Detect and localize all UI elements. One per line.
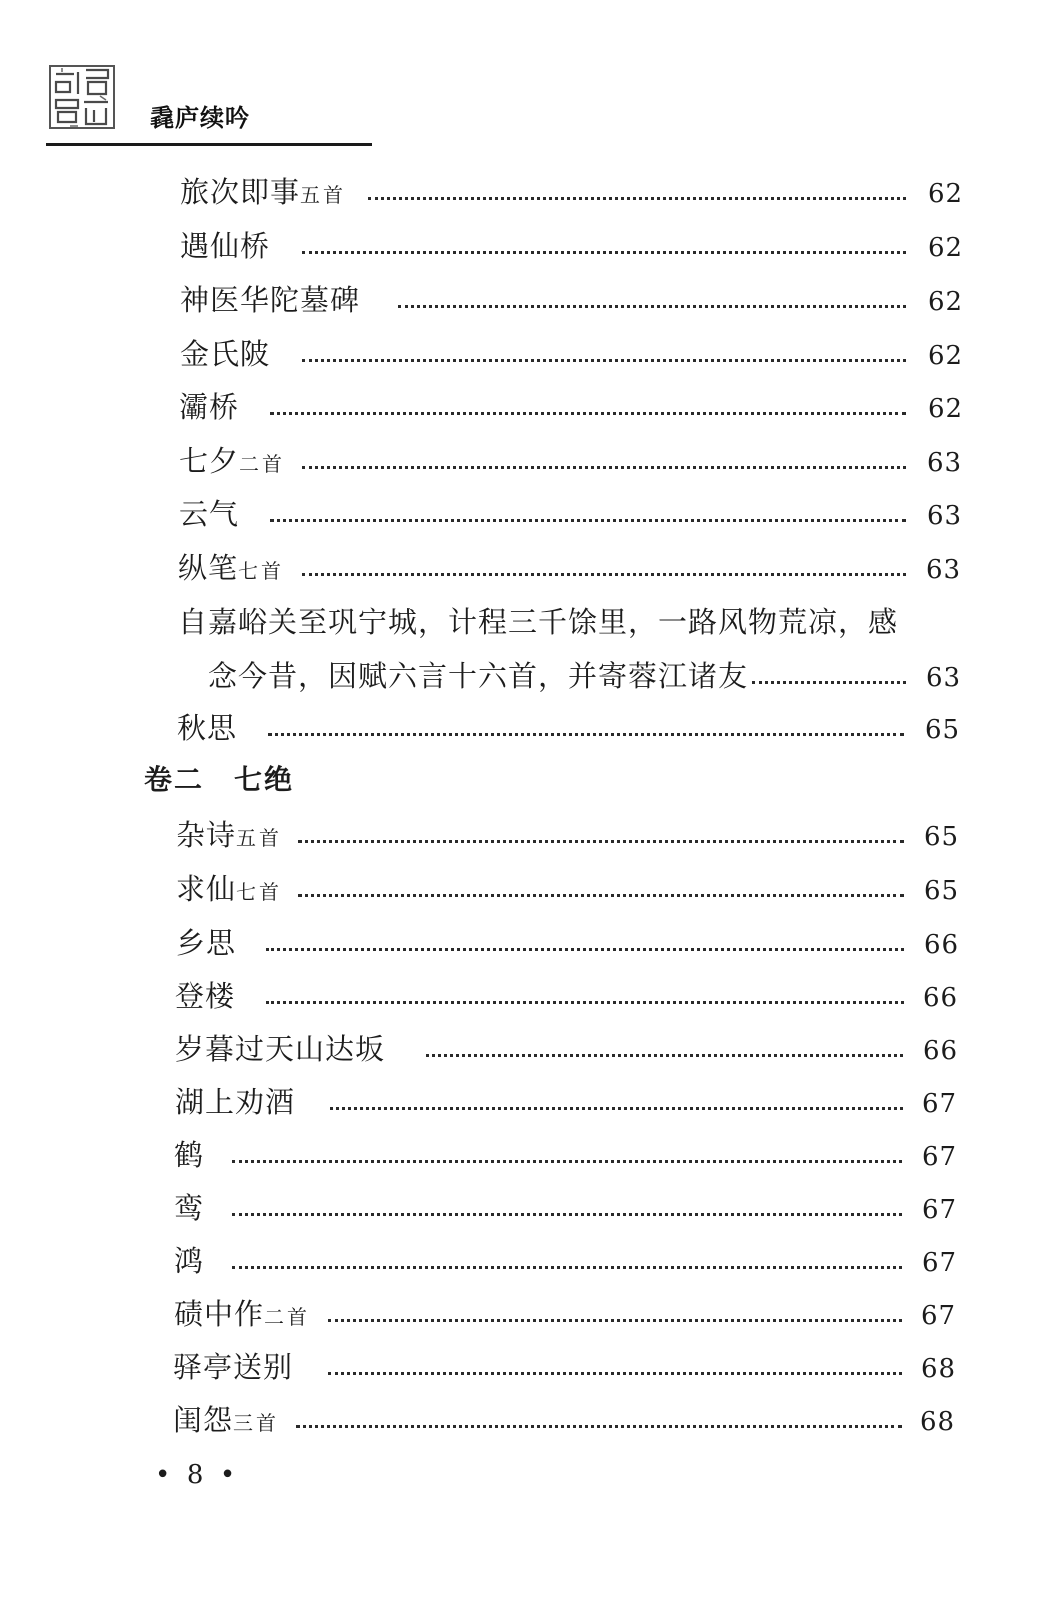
dot-leader xyxy=(368,197,906,200)
toc-entry-title xyxy=(173,1347,293,1390)
toc-entry-page: 65 xyxy=(924,822,960,852)
entry-name: 云气 xyxy=(179,497,240,531)
dot-leader xyxy=(302,466,906,469)
entry-name: 神医华陀墓碑 xyxy=(180,283,361,317)
entry-note: 七首 xyxy=(238,559,285,583)
entry-name: 七夕 xyxy=(179,444,240,478)
toc-entry-page: 66 xyxy=(923,1036,959,1066)
entry-note: 五首 xyxy=(300,183,347,207)
toc-entry xyxy=(0,1029,1058,1069)
dot-leader xyxy=(328,1319,902,1322)
entry-name: 求仙 xyxy=(176,872,237,906)
toc-entry-title xyxy=(176,869,282,912)
entry-name: 驿亭送别 xyxy=(173,1350,294,1384)
toc-entry-title xyxy=(175,976,235,1019)
dot-leader xyxy=(266,1001,904,1004)
toc-entry-page: 63 xyxy=(927,501,963,531)
toc-entry-page: 67 xyxy=(921,1301,957,1331)
toc-entry-title xyxy=(174,1135,204,1178)
toc-entry xyxy=(0,441,1058,481)
entry-name: 鸿 xyxy=(174,1244,205,1278)
toc-entry xyxy=(0,1294,1058,1334)
toc-entry-long-line2 xyxy=(0,656,1058,696)
toc-entry-page: 66 xyxy=(923,983,959,1013)
toc-entry xyxy=(0,708,1058,748)
toc-entry-title xyxy=(175,1029,385,1072)
toc-entry-title xyxy=(179,441,285,484)
dot-leader xyxy=(298,894,904,897)
toc-entry-title xyxy=(179,494,239,537)
dot-leader xyxy=(398,305,906,308)
entry-name: 旅次即事 xyxy=(180,175,301,209)
toc-entry-title xyxy=(173,1400,279,1443)
toc-entry-title xyxy=(179,387,239,430)
entry-name: 闺怨 xyxy=(173,1403,234,1437)
toc-entry-title xyxy=(175,1082,295,1125)
toc-entry-page: 67 xyxy=(922,1089,958,1119)
toc-entry-page: 62 xyxy=(928,394,964,424)
toc-entry xyxy=(0,869,1058,909)
entry-note: 二首 xyxy=(264,1305,311,1329)
toc-entry-title xyxy=(174,1188,204,1231)
dot-leader xyxy=(232,1213,902,1216)
toc-entry-page: 63 xyxy=(927,448,963,478)
toc-entry-page: 68 xyxy=(920,1407,956,1437)
dot-leader xyxy=(330,1107,903,1110)
toc-entry-title xyxy=(180,280,360,323)
toc-entry xyxy=(0,494,1058,534)
dot-leader xyxy=(270,412,906,415)
toc-entry xyxy=(0,1400,1058,1440)
toc-entry-title xyxy=(174,1241,204,1284)
header-rule xyxy=(46,143,372,146)
entry-name: 秋思 xyxy=(177,711,238,745)
dot-leader xyxy=(328,1372,902,1375)
toc-entry xyxy=(0,172,1058,212)
dot-leader xyxy=(752,681,906,684)
dot-leader xyxy=(302,573,906,576)
entry-name: 乡思 xyxy=(176,926,237,960)
toc-entry-page: 62 xyxy=(928,287,964,317)
entry-name: 灞桥 xyxy=(179,390,240,424)
entry-note: 五首 xyxy=(236,826,283,850)
toc-entry-title-continued: 念今昔，因赋六言十六首，并寄蓉江诸友 xyxy=(208,659,749,693)
toc-entry-page: 62 xyxy=(928,341,964,371)
toc-entry xyxy=(0,280,1058,320)
entry-name: 鹤 xyxy=(174,1138,205,1172)
toc-entry-page: 62 xyxy=(928,179,964,209)
section-heading: 卷二 七绝 xyxy=(144,763,295,796)
toc-entry-page: 67 xyxy=(922,1248,958,1278)
dot-leader xyxy=(302,359,906,362)
dot-leader xyxy=(426,1054,903,1057)
page-number: • 8 • xyxy=(155,1460,236,1490)
dot-leader xyxy=(268,733,904,736)
toc-entry xyxy=(0,815,1058,855)
toc-entry xyxy=(0,334,1058,374)
dot-leader xyxy=(296,1425,902,1428)
toc-entry-title xyxy=(180,226,270,269)
dot-leader xyxy=(298,840,904,843)
dot-leader xyxy=(266,948,904,951)
entry-note: 三首 xyxy=(233,1411,280,1435)
toc-entry-page: 67 xyxy=(922,1195,958,1225)
entry-note: 七首 xyxy=(236,880,283,904)
entry-name: 湖上劝酒 xyxy=(175,1085,296,1119)
entry-name: 碛中作 xyxy=(174,1297,265,1331)
entry-name: 遇仙桥 xyxy=(180,229,271,263)
toc-entry-title: 自嘉峪关至巩宁城，计程三千馀里，一路风物荒凉，感 xyxy=(178,605,899,639)
toc-entry-title xyxy=(177,708,237,751)
toc-entry-page: 66 xyxy=(924,930,960,960)
toc-entry-page: 63 xyxy=(926,555,962,585)
toc-entry-page: 67 xyxy=(922,1142,958,1172)
entry-name: 金氏陂 xyxy=(180,337,271,371)
toc-entry-page: 68 xyxy=(921,1354,957,1384)
dot-leader xyxy=(232,1266,902,1269)
entry-name: 纵笔 xyxy=(178,551,239,585)
entry-name: 岁暮过天山达坂 xyxy=(175,1032,386,1066)
toc-entry xyxy=(0,976,1058,1016)
toc-entry-page: 63 xyxy=(926,663,962,693)
toc-entry xyxy=(0,1135,1058,1175)
toc-entry xyxy=(0,548,1058,588)
toc-entry-title xyxy=(176,815,282,858)
seal-stamp-icon xyxy=(48,62,118,132)
toc-entry xyxy=(0,226,1058,266)
toc-entry xyxy=(0,1082,1058,1122)
toc-entry-page: 65 xyxy=(925,715,961,745)
toc-entry xyxy=(0,1347,1058,1387)
toc-entry xyxy=(0,923,1058,963)
toc-entry xyxy=(0,1188,1058,1228)
toc-entry-title xyxy=(180,334,270,377)
toc-entry-page: 62 xyxy=(928,233,964,263)
toc-entry-title xyxy=(178,548,284,591)
toc-entry-title xyxy=(174,1294,310,1337)
entry-name: 登楼 xyxy=(175,979,236,1013)
entry-note: 二首 xyxy=(239,452,286,476)
toc-entry-long-line1 xyxy=(0,602,1058,642)
toc-entry xyxy=(0,1241,1058,1281)
running-title: 毳庐续吟 xyxy=(150,104,250,132)
entry-name: 鸾 xyxy=(174,1191,205,1225)
dot-leader xyxy=(302,251,906,254)
dot-leader xyxy=(270,519,906,522)
toc-entry-title xyxy=(176,923,236,966)
toc-entry xyxy=(0,387,1058,427)
toc-entry-page: 65 xyxy=(924,876,960,906)
dot-leader xyxy=(232,1160,902,1163)
entry-name: 杂诗 xyxy=(176,818,237,852)
toc-entry-title xyxy=(180,172,346,215)
